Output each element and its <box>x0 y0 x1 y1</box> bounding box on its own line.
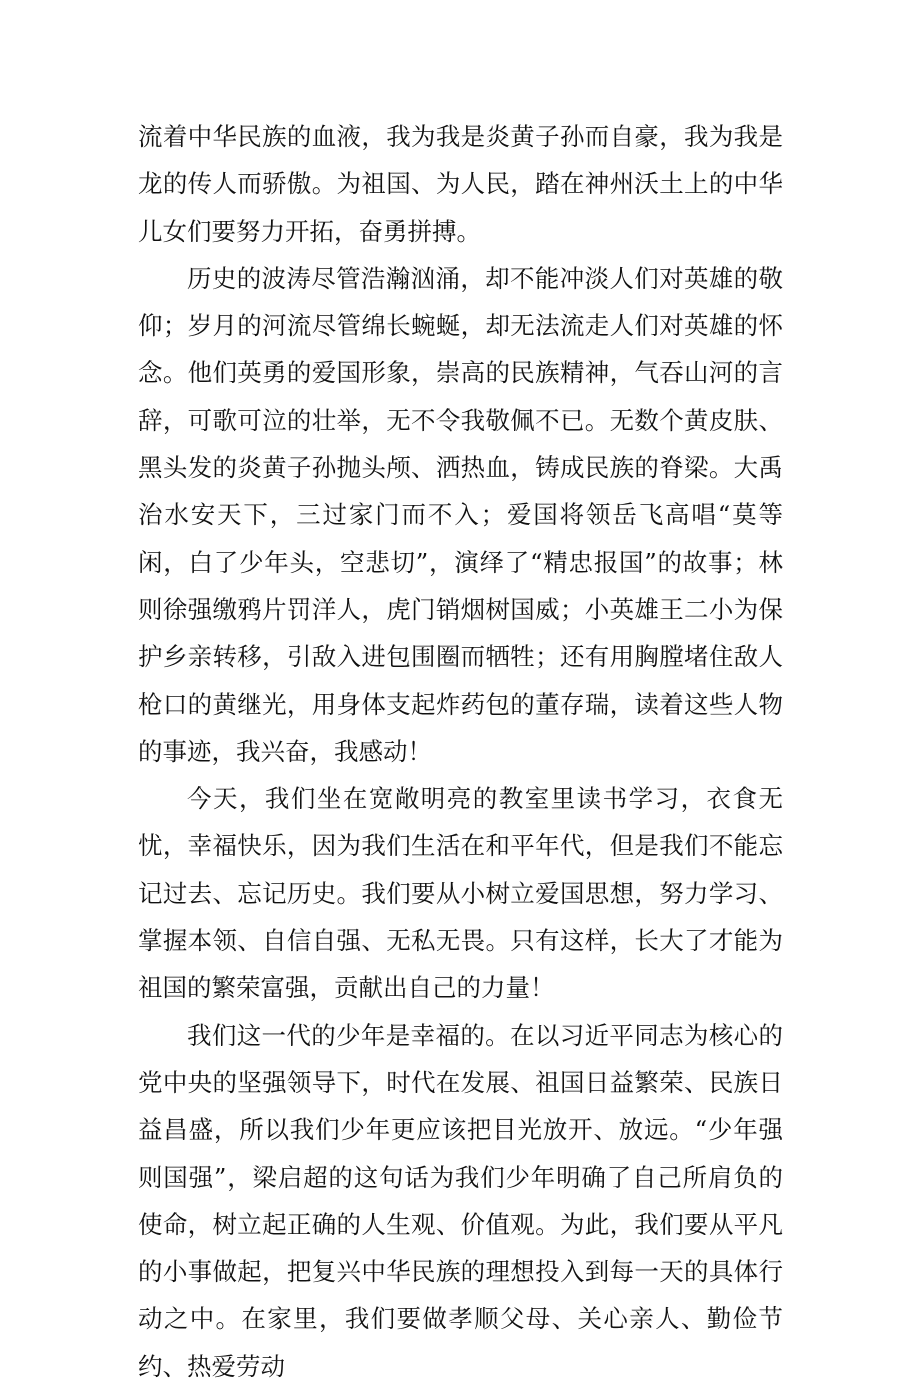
document-body <box>138 113 783 1390</box>
paragraph-youth: 我们这一代的少年是幸福的。在以习近平同志为核心的党中央的坚强领导下，时代在发展、祖国日益繁荣、民族日益昌盛，所以我们少年更应该把目光放开、放远。“少年强则国强”，梁启超的这句话为我们少年明确了自己所肩负的使命，树立起正确的人生观、价值观。为此，我们要从平凡的小事做起，把复兴中华民族的理想投入到每一天的具体行动之中。在家里，我们要做孝顺父母、关心亲人、勤俭节约、热爱劳动 <box>138 1020 783 1381</box>
paragraph-continuation: 流着中华民族的血液，我为我是炎黄子孙而自豪，我为我是龙的传人而骄傲。为祖国、为人民，踏在神州沃土上的中华儿女们要努力开拓，奋勇拼搏。 <box>138 122 783 246</box>
paragraph-today: 今天，我们坐在宽敞明亮的教室里读书学习，衣食无忧，幸福快乐，因为我们生活在和平年代，但是我们不能忘记过去、忘记历史。我们要从小树立爱国思想，努力学习、掌握本领、自信自强、无私无畏。只有这样，长大了才能为祖国的繁荣富强，贡献出自己的力量！ <box>138 784 783 1003</box>
paragraph-heroes: 历史的波涛尽管浩瀚汹涌，却不能冲淡人们对英雄的敬仰；岁月的河流尽管绵长蜿蜒，却无法流走人们对英雄的怀念。他们英勇的爱国形象，崇高的民族精神，气吞山河的言辞，可歌可泣的壮举，无不令我敬佩不已。无数个黄皮肤、黑头发的炎黄子孙抛头颅、洒热血，铸成民族的脊梁。大禹治水安天下，三过家门而不入；爱国将领岳飞高唱“莫等闲，白了少年头，空悲切”，演绎了“精忠报国”的故事；林则徐强缴鸦片罚洋人，虎门销烟树国威；小英雄王二小为保护乡亲转移，引敌入进包围圈而牺牲；还有用胸膛堵住敌人枪口的黄继光，用身体支起炸药包的董存瑞，读着这些人物的事迹，我兴奋，我感动！ <box>138 263 783 766</box>
